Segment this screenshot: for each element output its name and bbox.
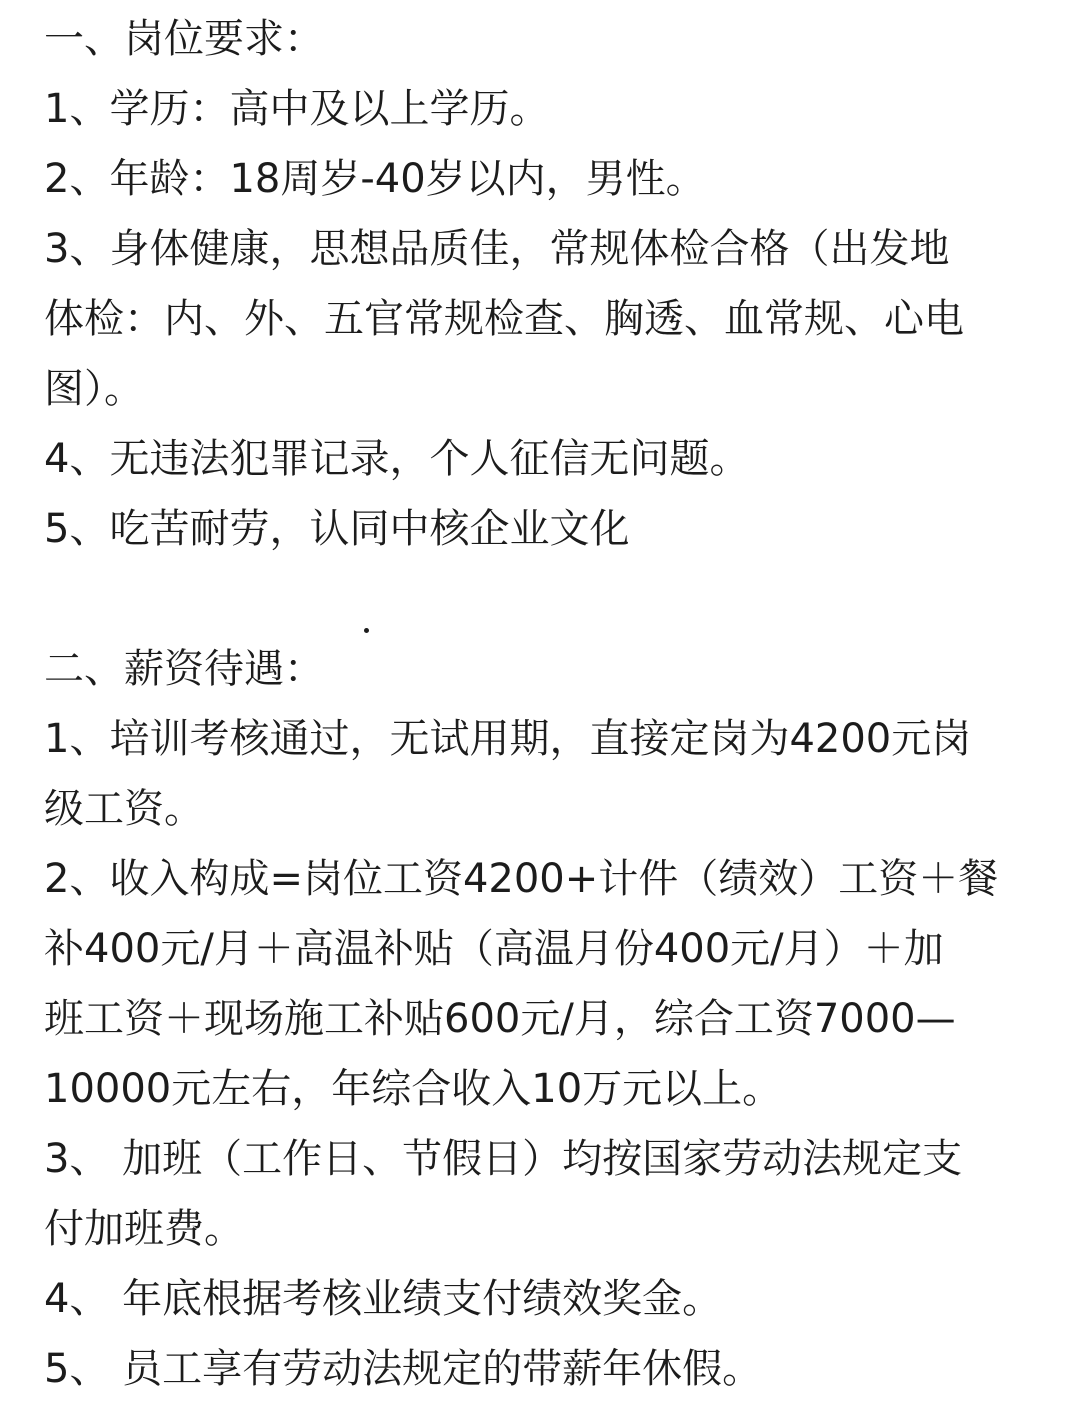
salary-composition-line-1: 2、收入构成=岗位工资4200+计件（绩效）工资＋餐 [44,856,999,902]
salary-composition-line-3: 班工资＋现场施工补贴600元/月，综合工资7000— [44,996,956,1042]
salary-paid-leave: 5、 员工享有劳动法规定的带薪年休假。 [44,1346,763,1392]
salary-composition-line-2: 补400元/月＋高温补贴（高温月份400元/月）＋加 [44,926,944,972]
requirement-health-line-1: 3、身体健康，思想品质佳，常规体检合格（出发地 [44,226,950,272]
section-heading-salary-benefits: 二、薪资待遇： [44,646,324,692]
section-heading-job-requirements: 一、岗位要求： [44,16,324,62]
requirement-health-line-2: 体检：内、外、五官常规检查、胸透、血常规、心电 [44,296,964,342]
salary-overtime-line-1: 3、 加班（工作日、节假日）均按国家劳动法规定支 [44,1136,963,1182]
requirement-criminal-record: 4、无违法犯罪记录，个人征信无问题。 [44,436,750,482]
requirement-age: 2、年龄：18周岁-40岁以内，男性。 [44,156,706,202]
salary-base-line-2: 级工资。 [44,786,204,832]
section-spacer [44,564,1060,634]
requirement-education: 1、学历：高中及以上学历。 [44,86,550,132]
requirement-health-line-3: 图）。 [44,366,144,412]
salary-bonus: 4、 年底根据考核业绩支付绩效奖金。 [44,1276,723,1322]
requirement-hardworking: 5、吃苦耐劳，认同中核企业文化 [44,506,630,552]
stray-dot [364,628,369,633]
salary-overtime-line-2: 付加班费。 [44,1206,244,1252]
document-body [44,4,1060,1404]
salary-base-line-1: 1、培训考核通过，无试用期，直接定岗为4200元岗 [44,716,972,762]
salary-composition-line-4: 10000元左右，年综合收入10万元以上。 [44,1066,783,1112]
